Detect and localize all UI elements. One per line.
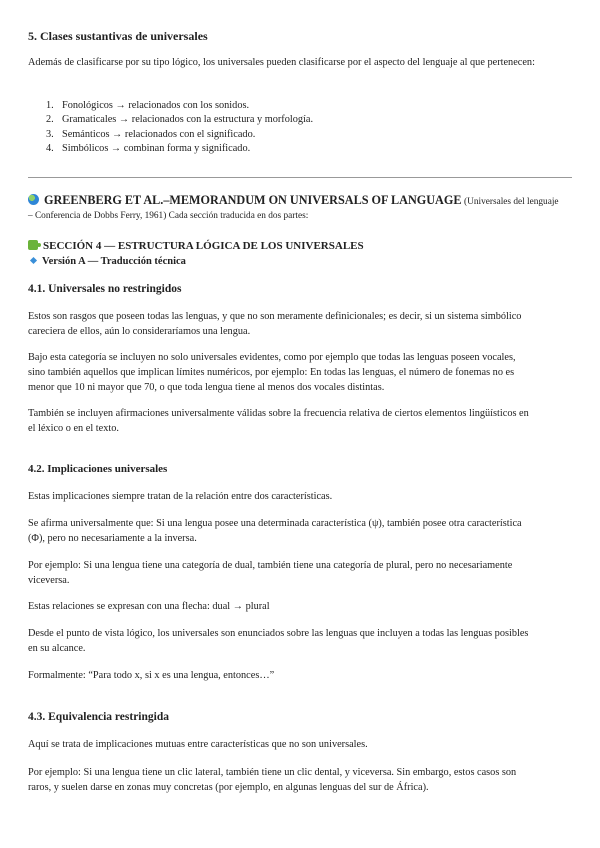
paragraph-line: Se afirma universalmente que: Si una lengua posee una determinada característica (ψ), también posee otra característica <box>28 518 522 529</box>
list-item: 2. Gramaticales → relacionados con la estructura y morfología. <box>46 114 314 125</box>
diamond-icon <box>30 257 37 264</box>
paragraph-line: Estos son rasgos que poseen todas las lenguas, y que no son meramente definicionales; es decir, si un sistema simbólico <box>28 311 522 322</box>
paragraph-line: viceversa. <box>28 575 70 586</box>
section-4-1-heading: 4.1. Universales no restringidos <box>28 283 182 295</box>
paragraph-line: Por ejemplo: Si una lengua tiene un clic lateral, también tiene un clic dental, y viceversa. Sin embargo, estos casos son <box>28 767 517 778</box>
paragraph-line: menor que 10 ni mayor que 70, o que toda lengua tiene al menos dos vocales distintas. <box>28 382 385 393</box>
section-4-2-heading: 4.2. Implicaciones universales <box>28 463 168 475</box>
paragraph-line: Aquí se trata de implicaciones mutuas entre características que no son universales. <box>28 739 368 750</box>
version-label: Versión A — Traducción técnica <box>28 254 186 269</box>
globe-icon <box>28 194 39 205</box>
horizontal-rule <box>28 177 572 178</box>
paragraph-line: Por ejemplo: Si una lengua tiene una categoría de dual, también tiene una categoría de plural, pero no necesariamente <box>28 560 513 571</box>
section-5-intro: Además de clasificarse por su tipo lógico, los universales pueden clasificarse por el aspecto del lenguaje al que pertenecen: <box>28 57 535 68</box>
paragraph-line: careciera de ellos, aún lo consideraríamos una lengua. <box>28 326 251 337</box>
paragraph-line: Desde el punto de vista lógico, los universales son enunciados sobre las lenguas que incluyen a todas las lenguas posibles <box>28 628 529 639</box>
paragraph-line: en su alcance. <box>28 643 86 654</box>
section-4-3-heading: 4.3. Equivalencia restringida <box>28 711 169 723</box>
section-5-heading: 5. Clases sustantivas de universales <box>28 29 208 43</box>
greenberg-subtitle: – Conferencia de Dobbs Ferry, 1961) Cada sección traducida en dos partes: <box>28 211 309 221</box>
paragraph-line: También se incluyen afirmaciones universalmente válidas sobre la frecuencia relativa de ciertos elementos lingüísticos en <box>28 408 529 419</box>
paragraph-line: Bajo esta categoría se incluyen no solo universales evidentes, como por ejemplo que todas las lenguas poseen vocales, <box>28 352 516 363</box>
paragraph-line: Formalmente: “Para todo x, si x es una lengua, entonces…” <box>28 670 275 681</box>
paragraph-line: (Φ), pero no necesariamente a la inversa. <box>28 533 197 544</box>
seccion-4-heading: SECCIÓN 4 — ESTRUCTURA LÓGICA DE LOS UNIVERSALES <box>28 239 364 254</box>
paragraph-line: Estas relaciones se expresan con una flecha: dual → plural <box>28 601 270 612</box>
paragraph-line: sino también aquellos que implican límites numéricos, por ejemplo: En todas las lenguas, el número de fonemas no es <box>28 367 515 378</box>
greenberg-heading: GREENBERG ET AL.–MEMORANDUM ON UNIVERSALS OF LANGUAGE (Universales del lenguaje <box>28 193 572 210</box>
puzzle-icon <box>28 240 38 250</box>
list-item: 1. Fonológicos → relacionados con los sonidos. <box>46 100 250 111</box>
list-item: 4. Simbólicos → combinan forma y significado. <box>46 143 251 154</box>
list-item: 3. Semánticos → relacionados con el significado. <box>46 129 256 140</box>
paragraph-line: el léxico o en el texto. <box>28 423 119 434</box>
paragraph-line: raros, y suelen darse en zonas muy concretas (por ejemplo, en algunas lenguas del sur de África). <box>28 782 429 793</box>
paragraph-line: Estas implicaciones siempre tratan de la relación entre dos características. <box>28 491 333 502</box>
